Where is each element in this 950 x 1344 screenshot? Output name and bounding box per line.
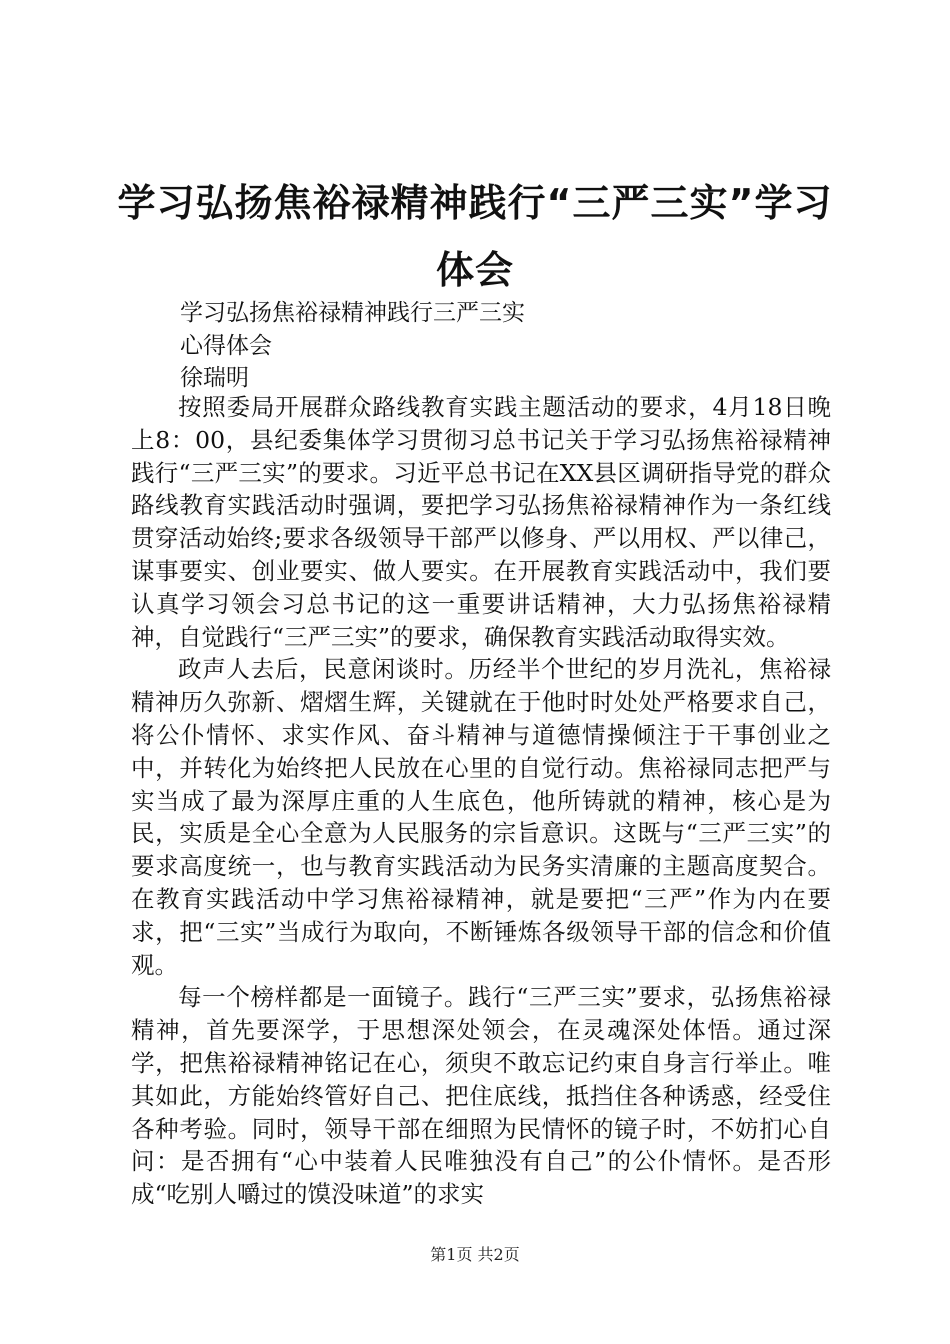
- body-paragraph: 按照委局开展群众路线教育实践主题活动的要求，4月18日晚上8：00，县纪委集体学习贯彻习总书记关于学习弘扬焦裕禄精神践行“三严三实”的要求。习近平总书记在XX县区调研指导党的群众路线教育实践活动时强调，要把学习弘扬焦裕禄精神作为一条红线贯穿活动始终;要求各级领导干部严以修身、严以用权、严以律己，谋事要实、创业要实、做人要实。在开展教育实践活动中，我们要认真学习领会习总书记的这一重要讲话精神，大力弘扬焦裕禄精神，自觉践行“三严三实”的要求，确保教育实践活动取得实效。: [131, 393, 831, 651]
- subtitle-line-2: 心得体会: [180, 333, 272, 359]
- subtitle-line: 学习弘扬焦裕禄精神践行三严三实: [180, 300, 525, 326]
- document-title: 学习弘扬焦裕禄精神践行“三严三实”学习体会: [117, 181, 833, 292]
- body-paragraph: 政声人去后，民意闲谈时。历经半个世纪的岁月洗礼，焦裕禄精神历久弥新、熠熠生辉，关键就在于他时时处处严格要求自己，将公仆情怀、求实作风、奋斗精神与道德情操倾注于干事创业之中，并转化为始终把人民放在心里的自觉行动。焦裕禄同志把严与实当成了最为深厚庄重的人生底色，他所铸就的精神，核心是为民，实质是全心全意为人民服务的宗旨意识。这既与“三严三实”的要求高度统一，也与教育实践活动为民务实清廉的主题高度契合。在教育实践活动中学习焦裕禄精神，就是要把“三严”作为内在要求，把“三实”当成行为取向，不断锤炼各级领导干部的信念和价值观。: [131, 655, 831, 979]
- author-name: 徐瑞明: [180, 365, 249, 391]
- document-body: [131, 391, 831, 1211]
- page-number-footer: 第1页 共2页: [430, 1245, 520, 1264]
- body-paragraph: 每一个榜样都是一面镜子。践行“三严三实”要求，弘扬焦裕禄精神，首先要深学，于思想深处领会，在灵魂深处体悟。通过深学，把焦裕禄精神铭记在心，须臾不敢忘记约束自身言行举止。唯其如此，方能始终管好自己、把住底线，抵挡住各种诱惑，经受住各种考验。同时，领导干部在细照为民情怀的镜子时，不妨扪心自问：是否拥有“心中装着人民唯独没有自己”的公仆情怀。是否形成“吃别人嚼过的馍没味道”的求实: [131, 983, 831, 1209]
